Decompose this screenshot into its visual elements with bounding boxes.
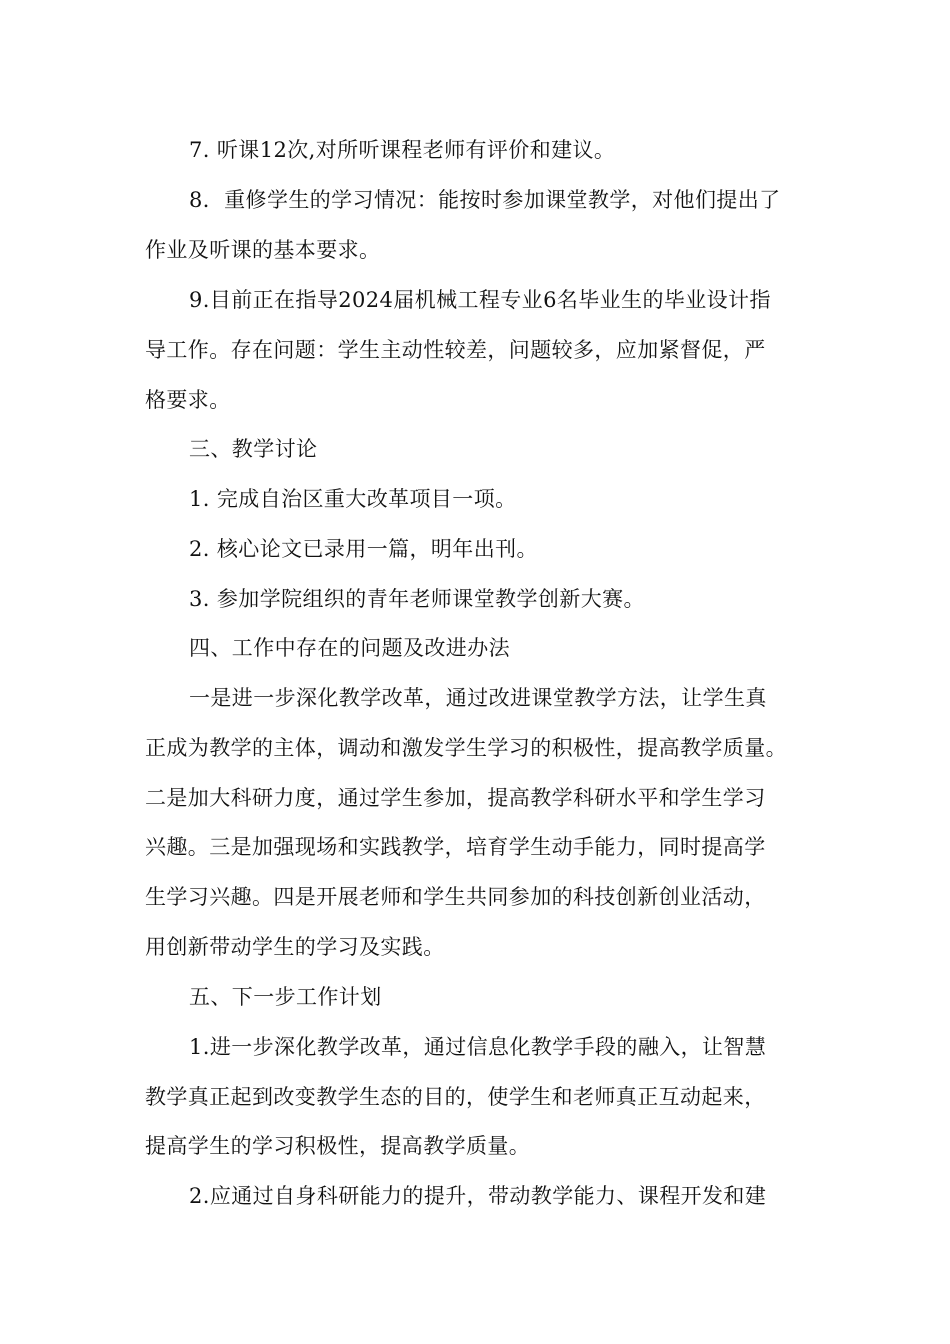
section-4-paragraph-line-3: 二是加大科研力度，通过学生参加，提高教学科研水平和学生学习 (145, 786, 766, 810)
item-8-retake-students: 8．重修学生的学习情况：能按时参加课堂教学，对他们提出了 (189, 188, 781, 212)
section-5-item-1-line-1: 1.进一步深化教学改革，通过信息化教学手段的融入，让智慧 (189, 1035, 767, 1059)
section-5-item-2-line-1: 2.应通过自身科研能力的提升，带动教学能力、课程开发和建 (189, 1184, 767, 1208)
item-9-graduation-design: 9.目前正在指导2024届机械工程专业6名毕业生的毕业设计指 (189, 288, 771, 312)
item-9-continued-2: 格要求。 (145, 388, 231, 412)
section-4-paragraph-line-6: 用创新带动学生的学习及实践。 (145, 935, 445, 959)
section-3-item-1: 1. 完成自治区重大改革项目一项。 (189, 487, 517, 511)
section-3-heading: 三、教学讨论 (189, 437, 318, 461)
section-4-paragraph-line-5: 生学习兴趣。四是开展老师和学生共同参加的科技创新创业活动， (145, 885, 766, 909)
item-8-continued: 作业及听课的基本要求。 (145, 238, 381, 262)
section-4-paragraph-line-2: 正成为教学的主体，调动和激发学生学习的积极性，提高教学质量。 (145, 736, 787, 760)
section-4-paragraph-line-1: 一是进一步深化教学改革，通过改进课堂教学方法，让学生真 (189, 686, 767, 710)
section-4-heading: 四、工作中存在的问题及改进办法 (189, 636, 510, 660)
item-9-continued-1: 导工作。存在问题：学生主动性较差，问题较多，应加紧督促，严 (145, 338, 766, 362)
item-7-lecture-observation: 7. 听课12次,对所听课程老师有评价和建议。 (189, 138, 616, 162)
section-3-item-3: 3. 参加学院组织的青年老师课堂教学创新大赛。 (189, 587, 645, 611)
section-4-paragraph-line-4: 兴趣。三是加强现场和实践教学，培育学生动手能力，同时提高学 (145, 835, 766, 859)
section-3-item-2: 2. 核心论文已录用一篇，明年出刊。 (189, 537, 538, 561)
section-5-item-1-line-2: 教学真正起到改变教学生态的目的，使学生和老师真正互动起来， (145, 1085, 766, 1109)
section-5-item-1-line-3: 提高学生的学习积极性，提高教学质量。 (145, 1134, 531, 1158)
section-5-heading: 五、下一步工作计划 (189, 985, 382, 1009)
